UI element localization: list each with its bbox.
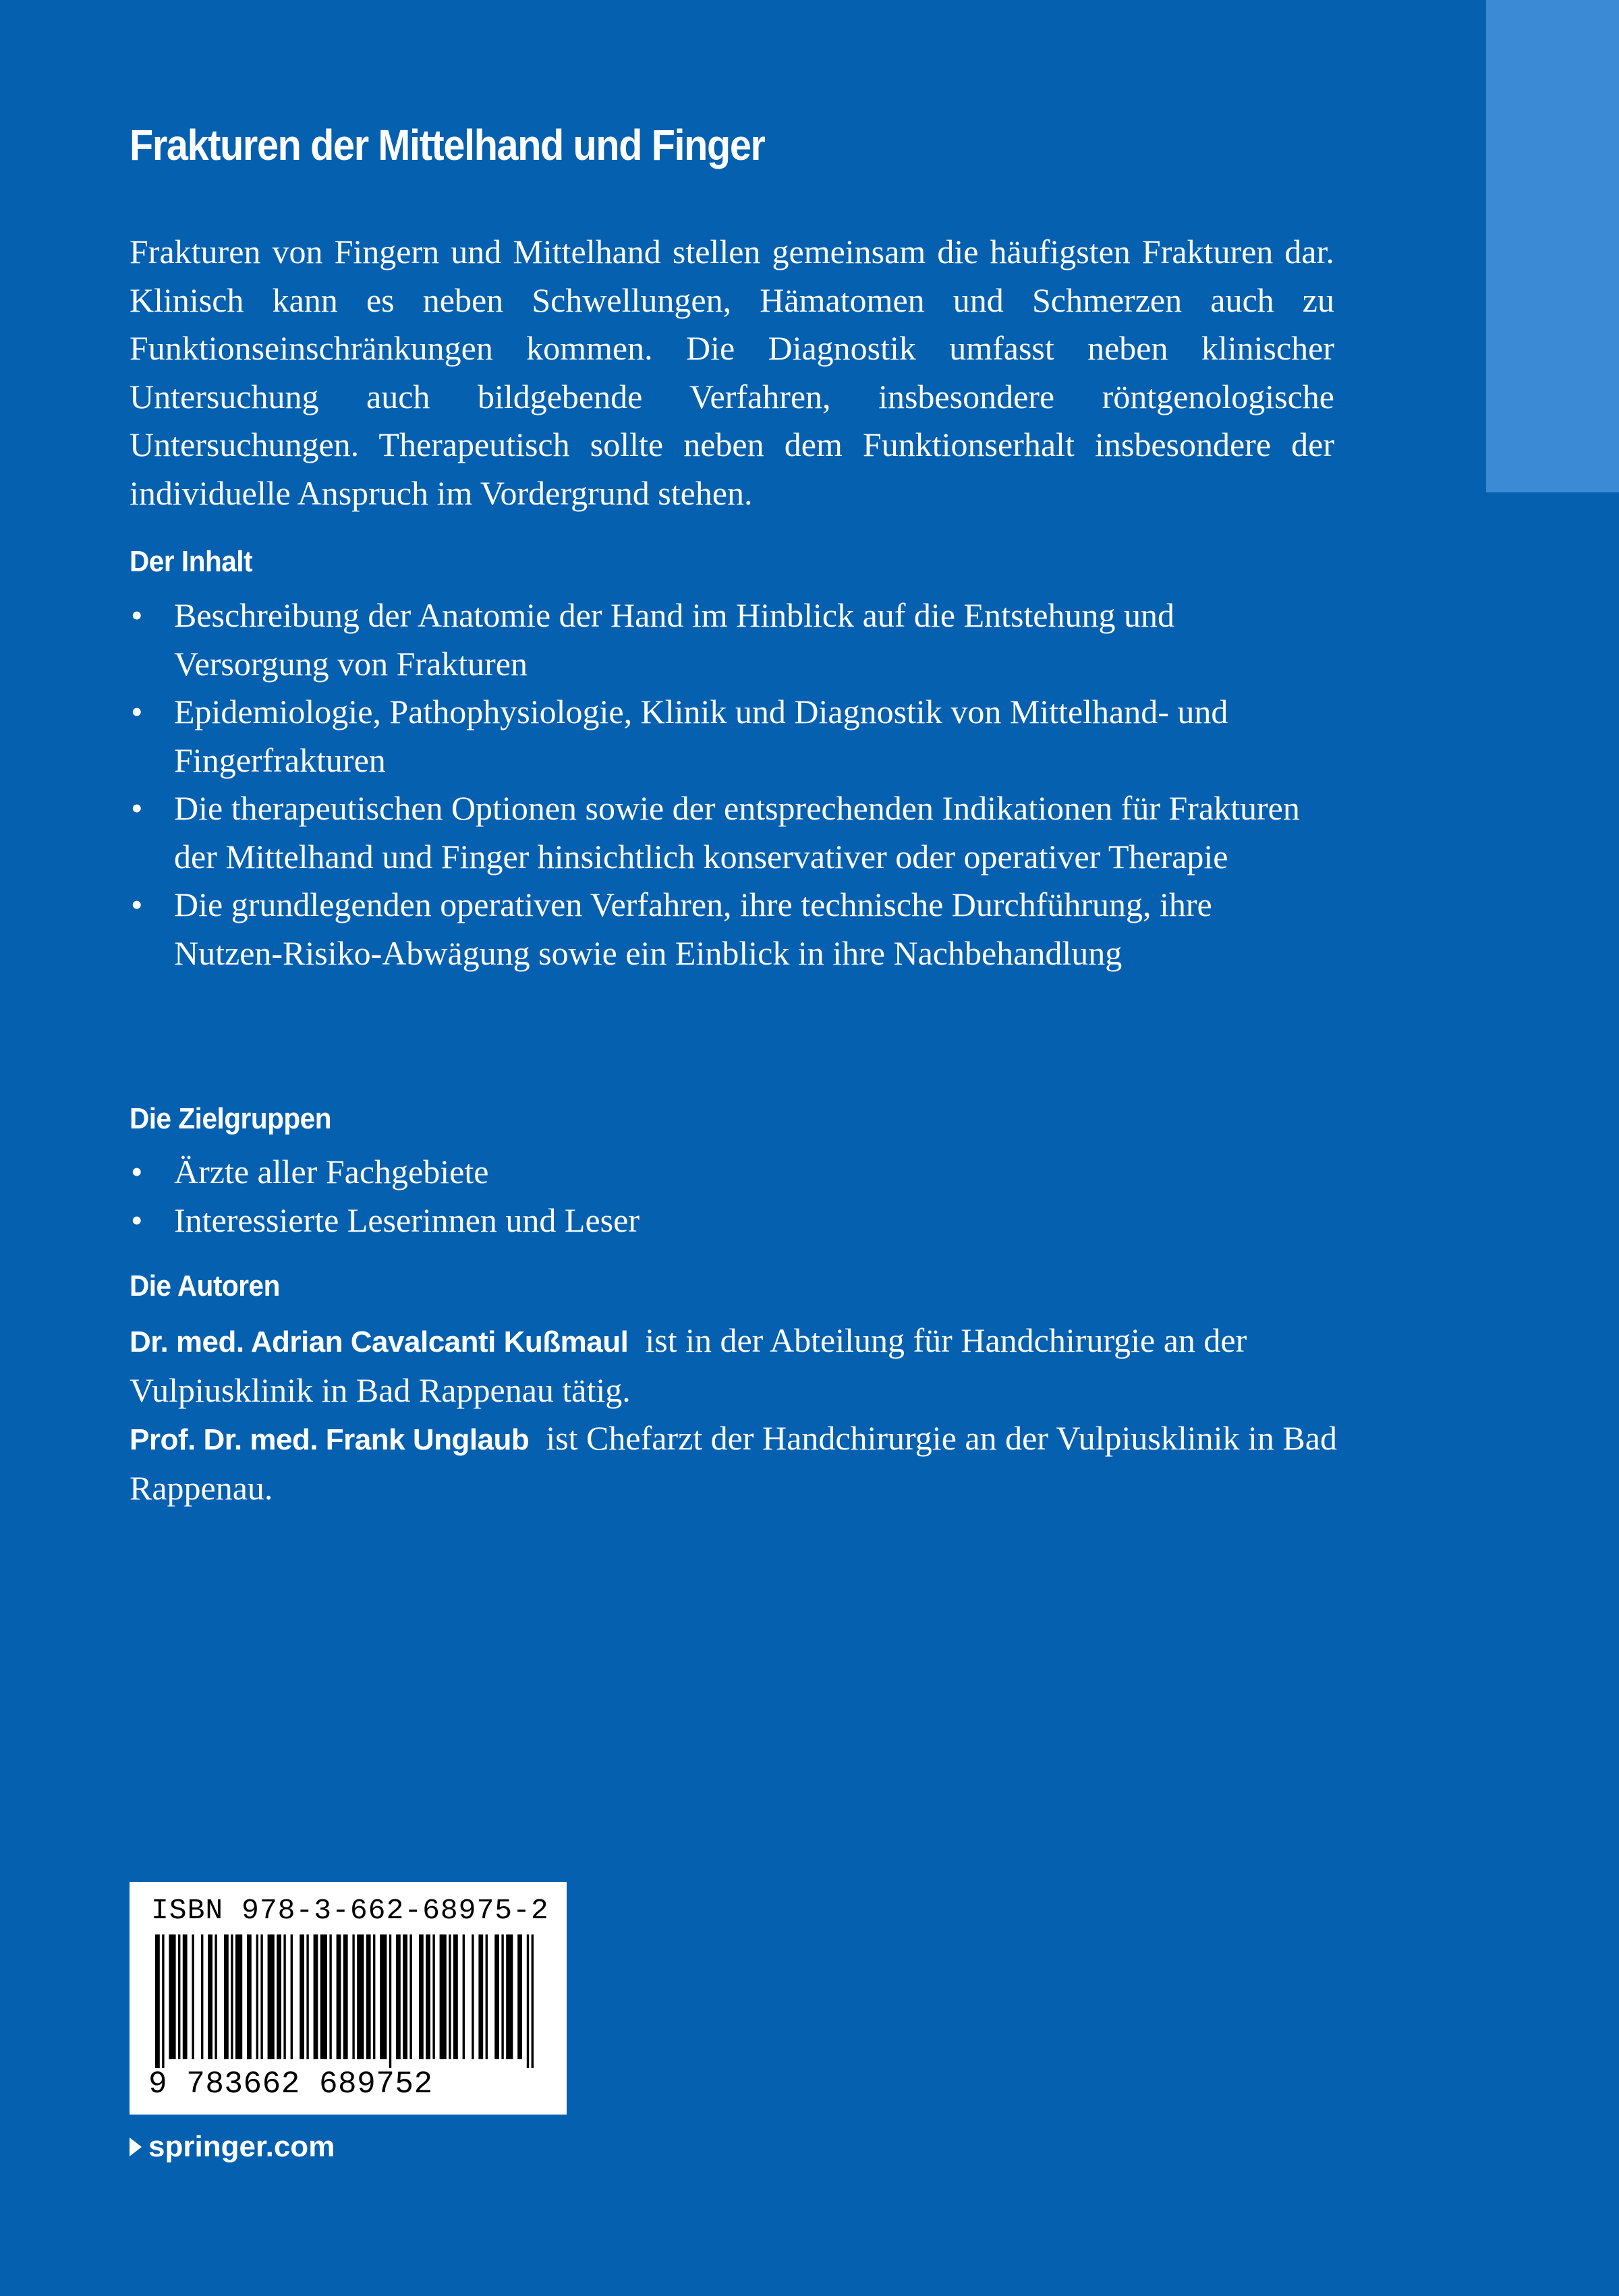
author-entry — [130, 1317, 1337, 1414]
author-bio: ist Chefarzt der Handchirurgie an der Vulpiusklinik in Bad Rappenau. — [130, 1419, 1337, 1507]
contents-heading: Der Inhalt — [130, 545, 253, 578]
author-bio: ist in der Abteilung für Handchirurgie an der Vulpiusklinik in Bad Rappenau tätig. — [130, 1321, 1247, 1409]
list-item: • Die grundlegenden operativen Verfahren, ihre technische Durchführung, ihre Nutzen-Risiko-Abwägung sowie ein Einblick in ihre Nachbehandlung — [130, 881, 1317, 977]
bullet-icon: • — [131, 693, 143, 730]
website-link[interactable] — [130, 2130, 335, 2164]
side-color-tab — [1486, 0, 1619, 492]
audience-list — [130, 1148, 1317, 1244]
book-title: Frakturen der Mittelhand und Finger — [130, 121, 765, 169]
list-item: • Ärzte aller Fachgebiete — [130, 1148, 1317, 1197]
barcode-icon — [155, 1934, 540, 2068]
list-item: • Die therapeutischen Optionen sowie der entsprechenden Indikationen für Frakturen der Mittelhand und Finger hinsichtlich konservativer oder operativer Therapie — [130, 784, 1317, 881]
contents-list — [130, 592, 1317, 977]
intro-paragraph: Frakturen von Fingern und Mittelhand stellen gemeinsam die häufigsten Frakturen dar. Klinisch kann es neben Schwellungen, Hämatomen und Schmerzen auch zu Funktionseinschränkungen kommen. Die Diagnostik umfasst neben klinischer Untersuchung auch bildgebende Verfahren, insbesondere röntgenologische Untersuchungen. Therapeutisch sollte neben dem Funktionserhalt insbesondere der individuelle Anspruch im Vordergrund stehen. — [130, 233, 1334, 512]
list-item: • Interessierte Leserinnen und Leser — [130, 1197, 1317, 1245]
bullet-icon: • — [131, 596, 143, 634]
bullet-icon: • — [131, 1153, 143, 1190]
list-item: • Epidemiologie, Pathophysiologie, Klinik und Diagnostik von Mittelhand- und Fingerfrakturen — [130, 688, 1317, 784]
bullet-icon: • — [131, 789, 143, 827]
isbn-text: ISBN 978-3-662-68975-2 — [151, 1894, 549, 1927]
author-name: Dr. med. Adrian Cavalcanti Kußmaul — [130, 1325, 629, 1358]
audience-heading: Die Zielgruppen — [130, 1102, 331, 1135]
authors-section — [130, 1317, 1337, 1512]
website-text[interactable]: springer.com — [148, 2130, 335, 2163]
list-item: • Beschreibung der Anatomie der Hand im Hinblick auf die Entstehung und Versorgung von Frakturen — [130, 592, 1317, 688]
arrow-right-icon — [130, 2137, 142, 2156]
bullet-icon: • — [131, 886, 143, 923]
isbn-barcode-box — [130, 1882, 567, 2115]
ean-digits: 9 783662 689752 — [148, 2067, 433, 2102]
authors-heading: Die Autoren — [130, 1269, 280, 1302]
author-entry — [130, 1414, 1337, 1512]
bullet-icon: • — [131, 1201, 143, 1239]
author-name: Prof. Dr. med. Frank Unglaub — [130, 1423, 530, 1456]
